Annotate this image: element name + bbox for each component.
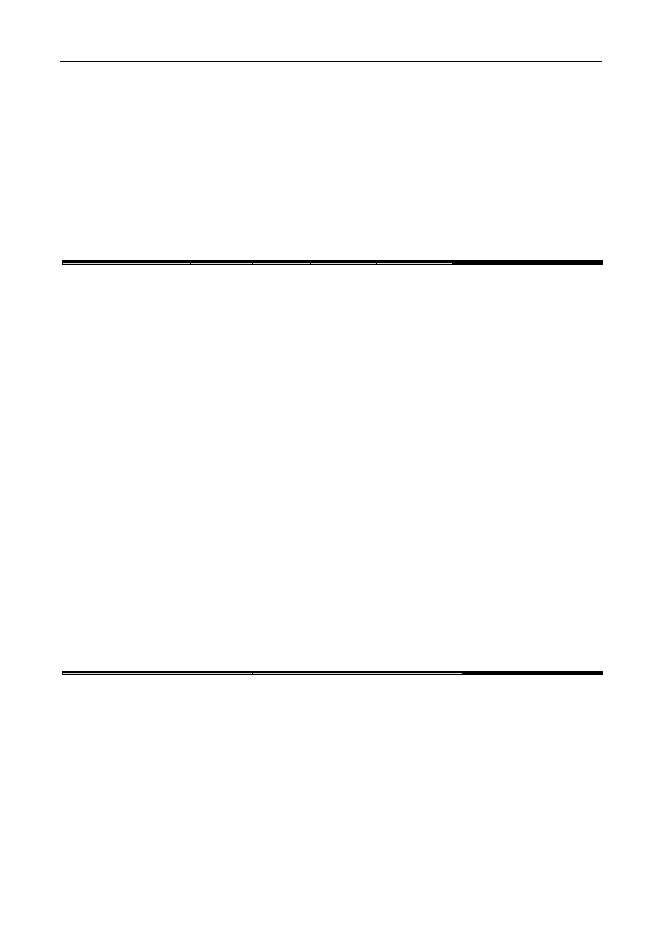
u-col-header-name [63,673,253,675]
u-col-header-tqty [525,674,603,675]
col-header-name [63,263,191,265]
col-header-pledge-qty [525,264,603,265]
col-header-restricted [377,263,453,265]
col-header-nature [191,263,253,265]
top10-unrestricted-table [62,671,603,675]
u-col-header-qty [253,673,463,675]
top10-shareholders-table [62,260,603,265]
col-header-ratio [253,263,311,265]
u-col-header-type [463,674,525,675]
header-divider [60,61,602,62]
col-header-pledge-status [453,264,525,265]
col-header-qty [311,263,377,265]
